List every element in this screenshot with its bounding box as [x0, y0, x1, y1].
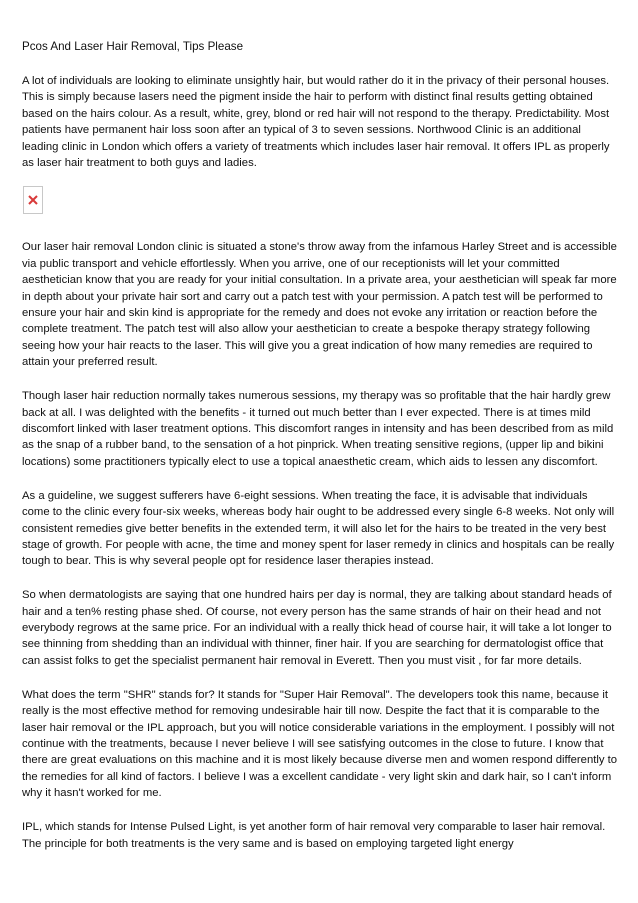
paragraph-6: What does the term "SHR" stands for? It stands for "Super Hair Removal". The developers took this name, because it really is the most effective method for removing undesirable hair till now. Despite the fact that it is comparable to the laser hair removal or the IPL approach, but you will notice considerable variations in the employment. I possibly will not continue with the treatments, because I never believe I will see satisfying outcomes in the close to future. I know that there are great evaluations on this machine and it is most likely because diverse men and women respond differently to the remedies for all kind of factors. I believe I was a excellent candidate - very light skin and dark hair, so I can't inform why it hasn't worked for me. — [22, 688, 618, 800]
paragraph-4: As a guideline, we suggest sufferers have 6-eight sessions. When treating the face, it is advisable that individuals come to the clinic every four-six weeks, whereas body hair ought to be addressed every single 6-8 weeks. Not only will consistent remedies give better benefits in the extended term, it will also let for the hairs to be treated in the very best stage of growth. For people with acne, the time and money spent for laser remedy in clinics and hospitals can be really tough to bear. This is why several people opt for residence laser therapies instead. — [22, 489, 615, 568]
paragraph-3: Though laser hair reduction normally takes numerous sessions, my therapy was so profitable that the hair hardly grew back at all. I was delighted with the benefits - it turned out much better than I ever expected. There is at times mild discomfort linked with laser treatment options. This discomfort ranges in intensity and has been described from as mild as the snap of a rubber band, to the sensation of a hot pinprick. When treating sensitive regions, (upper lip and bikini locations) some practitioners typically elect to use a topical anaesthetic cream, which aids to lessen any discomfort. — [22, 390, 614, 468]
paragraph-7: IPL, which stands for Intense Pulsed Light, is yet another form of hair removal very comparable to laser hair removal. The principle for both treatments is the very same and is based on employing targeted light energy — [22, 821, 606, 850]
broken-image-icon — [27, 194, 39, 206]
document-title: Pcos And Laser Hair Removal, Tips Please — [22, 40, 244, 53]
paragraph-1: A lot of individuals are looking to eliminate unsightly hair, but would rather do it in the privacy of their personal houses. This is simply because lasers need the pigment inside the hair to perform with distinct final results getting obtained based on the hairs colour. As a result, white, grey, blond or red hair will not respond to the therapy. Predictability. Most patients have permanent hair loss soon after an typical of 3 to seven sessions. Northwood Clinic is an additional leading clinic in London which offers a variety of treatments which includes laser hair removal. It offers IPL as properly as laser hair treatment to both guys and ladies. — [22, 75, 610, 170]
document-page — [22, 39, 618, 869]
broken-image — [23, 186, 43, 214]
paragraph-2: Our laser hair removal London clinic is situated a stone's throw away from the infamous Harley Street and is accessible via public transport and vehicle effortlessly. When you arrive, one of our receptionists will let your committed aesthetician know that you are ready for your initial consultation. In a private area, your aesthetician will speak far more in depth about your private hair sort and carry out a patch test with your permission. A patch test will be performed to ensure your hair and skin kind is appropriate for the remedy and does not evoke any irritation or reaction before the complete treatment. The patch test will also allow your aesthetician to create a bespoke therapy strategy following seeing how your hair reacts to the laser. This will give you a great indication of how many remedies are required to attain your preferred result. — [22, 241, 617, 369]
paragraph-5: So when dermatologists are saying that one hundred hairs per day is normal, they are talking about standard heads of hair and a ten% resting phase shed. Of course, not every person has the same strands of hair on their head and not everybody regrows at the same price. For an individual with a really thick head of course hair, it will take a lot longer to see thinning from shedding than an individual with thinner, finer hair. If you are searching for dermatologist office that can assist folks to get the specialist permanent hair removal in Everett. Then you must visit , for far more details. — [22, 589, 612, 667]
